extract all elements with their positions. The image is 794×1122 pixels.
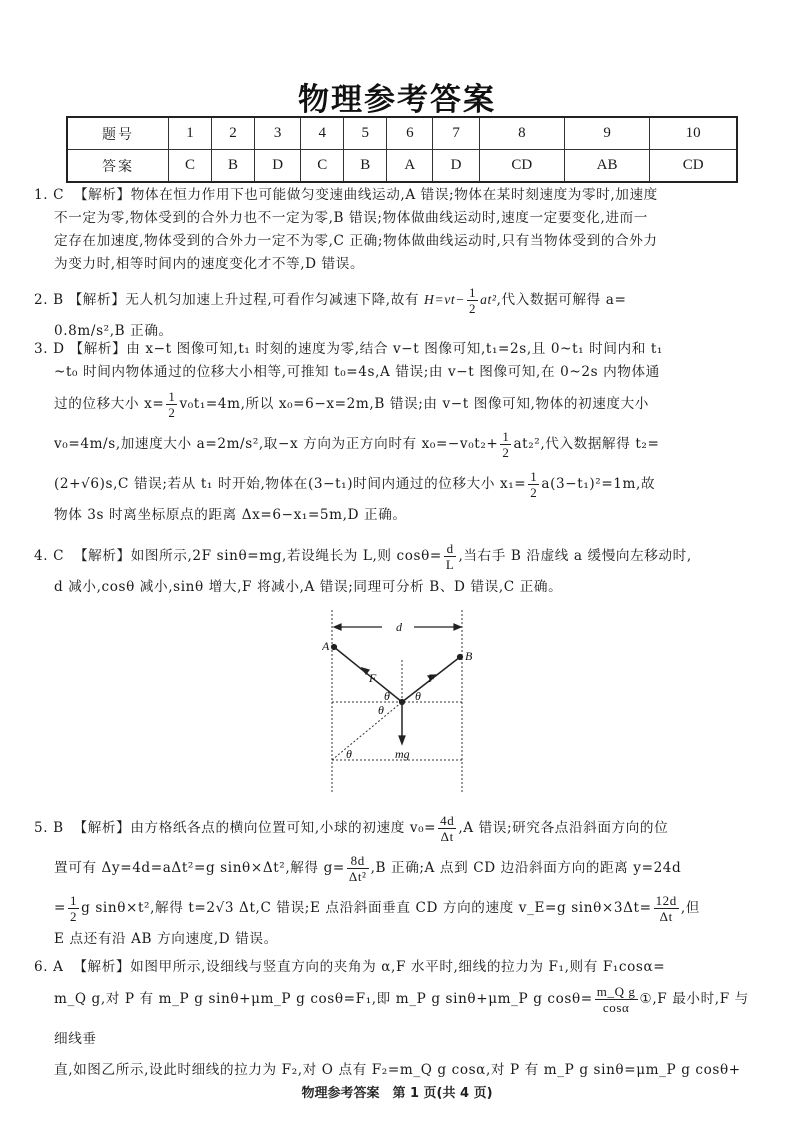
fraction xyxy=(68,893,79,924)
q3-text: (2+√6)s,C 错误;若从 t₁ 时开始,物体在(3−t₁)时间内通过的位移大小 x₁= xyxy=(54,476,527,492)
q1-line: 为变力时,相等时间内的速度变化才不等,D 错误。 xyxy=(54,256,365,272)
q3-text: v₀=4m/s,加速度大小 a=2m/s²,取−x 方向为正方向时有 x₀=−v₀t₂+ xyxy=(54,436,499,452)
q3-tag: 【解析】 xyxy=(69,341,127,357)
arrowhead xyxy=(334,624,341,630)
q3-text: 物体 3s 时离坐标原点的距离 Δx=6−x₁=5m,D 正确。 xyxy=(54,507,407,523)
page-title: 物理参考答案 xyxy=(298,82,496,118)
weight-arrowhead xyxy=(399,736,405,744)
q1-label: 1. C xyxy=(34,187,65,203)
q5-text: 由方格纸各点的横向位置可知,小球的初速度 v₀= xyxy=(130,820,437,836)
page-footer: 物理参考答案 第 1 页(共 4 页) xyxy=(301,1086,493,1101)
fraction xyxy=(595,984,638,1015)
fraction xyxy=(467,285,478,316)
row-header-answer: 答案 xyxy=(67,150,169,183)
fraction-denominator: Δt xyxy=(440,829,454,844)
answer-cell: C xyxy=(169,150,212,183)
q3-text: 由 x−t 图像可知,t₁ 时刻的速度为零,结合 v−t 图像可知,t₁=2s,且 0~t₁ 时间内和 t₁ xyxy=(126,341,663,357)
fraction-denominator: 2 xyxy=(469,301,477,316)
fraction-denominator: L xyxy=(445,557,455,572)
question-number: 4 xyxy=(301,117,344,150)
solution-q2 xyxy=(34,280,752,343)
label-f-right: F xyxy=(428,671,436,685)
answer-cell: B xyxy=(212,150,255,183)
answer-cell: D xyxy=(255,150,301,183)
answer-table-answer-row xyxy=(67,150,737,183)
force-diagram xyxy=(322,610,482,792)
label-theta: θ xyxy=(415,689,421,703)
q5-text: ,A 错误;研究各点沿斜面方向的位 xyxy=(458,820,669,836)
fraction-numerator: 1 xyxy=(502,429,510,444)
answer-cell: D xyxy=(433,150,479,183)
q6-text: 如图甲所示,设细线与竖直方向的夹角为 α,F 水平时,细线的拉力为 F₁,则有 F₁cosα= xyxy=(130,959,666,975)
fraction-numerator: 4d xyxy=(440,813,455,828)
answer-cell: CD xyxy=(650,150,737,183)
label-f-left: F xyxy=(369,671,377,685)
q2-formula: H=vt− xyxy=(424,292,466,307)
fraction-denominator: 2 xyxy=(502,445,510,460)
q5-text: 置可有 Δy=4d=aΔt²=g sinθ×Δt²,解得 g= xyxy=(54,860,345,876)
q1-line: 定存在加速度,物体受到的合外力一定不为零,C 正确;物体做曲线运动时,只有当物体受到的合外力 xyxy=(54,233,658,249)
label-mg: mg xyxy=(395,747,410,761)
q4-text: 如图所示,2F sinθ=mg,若设绳长为 L,则 cosθ= xyxy=(130,548,442,564)
label-theta: θ xyxy=(378,703,384,717)
q3-text: at₂²,代入数据解得 t₂= xyxy=(513,436,660,452)
q3-text: 过的位移大小 x= xyxy=(54,396,165,412)
q3-text: a(3−t₁)²=1m,故 xyxy=(541,476,656,492)
q5-text: ,B 正确;A 点到 CD 边沿斜面方向的距离 y=24d xyxy=(370,860,682,876)
solution-q5 xyxy=(34,808,752,951)
fraction xyxy=(528,469,539,500)
question-number: 9 xyxy=(564,117,649,150)
row-header-number: 题号 xyxy=(67,117,169,150)
question-number: 3 xyxy=(255,117,301,150)
q6-label: 6. A xyxy=(34,959,64,975)
answer-cell: B xyxy=(344,150,387,183)
fraction-numerator: 12d xyxy=(655,893,677,908)
fraction-numerator: d xyxy=(444,541,457,557)
q2-tag: 【解析】 xyxy=(68,292,126,308)
q1-tag: 【解析】 xyxy=(73,187,131,203)
fraction-denominator: 2 xyxy=(530,485,538,500)
q6-tag: 【解析】 xyxy=(73,959,131,975)
fraction xyxy=(347,853,369,884)
fraction xyxy=(500,429,511,460)
fraction-numerator: 1 xyxy=(70,893,78,908)
fraction-numerator: 1 xyxy=(168,389,176,404)
q5-text: E 点还有沿 AB 方向速度,D 错误。 xyxy=(54,931,278,947)
solution-q1 xyxy=(34,184,752,276)
q4-text: ,当右手 B 沿虚线 a 缓慢向左移动时, xyxy=(458,548,692,564)
answer-cell: A xyxy=(387,150,433,183)
rope-left xyxy=(334,647,402,702)
label-b: B xyxy=(465,649,473,663)
answer-cell: AB xyxy=(564,150,649,183)
q3-text: ~t₀ 时间内物体通过的位移大小相等,可推知 t₀=4s,A 错误;由 v−t 图像可知,在 0~2s 内物体通 xyxy=(54,364,660,380)
solution-q4 xyxy=(34,536,752,599)
fraction-denominator: cosα xyxy=(602,1000,630,1015)
point-b xyxy=(458,655,463,660)
fraction-denominator: Δt² xyxy=(348,869,367,884)
label-theta: θ xyxy=(346,747,352,761)
q2-text: 0.8m/s²,B 正确。 xyxy=(54,323,173,339)
q5-tag: 【解析】 xyxy=(73,820,131,836)
question-number: 1 xyxy=(169,117,212,150)
answer-cell: C xyxy=(301,150,344,183)
label-a: A xyxy=(322,639,330,653)
solution-q6 xyxy=(34,956,752,1082)
fraction xyxy=(166,389,177,420)
fraction xyxy=(444,541,457,572)
q5-text: = xyxy=(54,900,66,916)
question-number: 2 xyxy=(212,117,255,150)
q5-text: ,但 xyxy=(680,900,701,916)
question-number: 7 xyxy=(433,117,479,150)
q6-text: m_Q g,对 P 有 m_P g sinθ+μm_P g cosθ=F₁,即 m_P g sinθ+μm_P g cosθ= xyxy=(54,991,593,1007)
q5-label: 5. B xyxy=(34,820,64,836)
fraction-numerator: 8d xyxy=(347,853,369,869)
q2-formula: at² xyxy=(480,292,497,307)
extended-rope-line xyxy=(332,702,402,760)
question-number: 10 xyxy=(650,117,737,150)
fraction-denominator: 2 xyxy=(168,405,176,420)
fraction-numerator: 1 xyxy=(530,469,538,484)
q4-text: d 减小,cosθ 减小,sinθ 增大,F 将减小,A 错误;同理可分析 B、D 错误,C 正确。 xyxy=(54,579,563,595)
label-theta: θ xyxy=(384,689,390,703)
question-number: 8 xyxy=(479,117,564,150)
question-number: 5 xyxy=(344,117,387,150)
fraction-denominator: 2 xyxy=(70,909,78,924)
point-a xyxy=(332,645,337,650)
fraction-numerator: m_Q g xyxy=(596,984,636,999)
q1-line: 物体在恒力作用下也可能做匀变速曲线运动,A 错误;物体在某时刻速度为零时,加速度 xyxy=(130,187,658,203)
fraction-denominator: Δt xyxy=(659,909,673,924)
q2-text: 无人机匀加速上升过程,可看作匀减速下降,故有 xyxy=(125,292,425,308)
fraction-numerator: 1 xyxy=(469,285,477,300)
q2-label: 2. B xyxy=(34,292,64,308)
q6-text: ①,F 最小时,F 与细线垂 xyxy=(54,991,749,1047)
q1-line: 不一定为零,物体受到的合外力也不一定为零,B 错误;物体做曲线运动时,速度一定要变化,进而一 xyxy=(54,210,648,226)
answer-cell: CD xyxy=(479,150,564,183)
q3-label: 3. D xyxy=(34,341,65,357)
fraction xyxy=(654,893,679,924)
answer-table xyxy=(66,116,738,183)
q4-label: 4. C xyxy=(34,548,65,564)
answer-table-number-row xyxy=(67,117,737,150)
solution-q3 xyxy=(34,338,752,527)
question-number: 6 xyxy=(387,117,433,150)
arrowhead xyxy=(454,624,461,630)
q6-text: 直,如图乙所示,设此时细线的拉力为 F₂,对 O 点有 F₂=m_Q g cosα,对 P 有 m_P g sinθ=μm_P g cosθ+ xyxy=(54,1062,741,1078)
q4-tag: 【解析】 xyxy=(73,548,131,564)
q3-text: v₀t₁=4m,所以 x₀=6−x=2m,B 错误;由 v−t 图像可知,物体的初速度大小 xyxy=(179,396,650,412)
q5-text: g sinθ×t²,解得 t=2√3 Δt,C 错误;E 点沿斜面垂直 CD 方向的速度 v_E=g sinθ×3Δt= xyxy=(81,900,652,916)
fraction xyxy=(438,813,456,844)
label-d: d xyxy=(396,620,402,634)
q2-text: ,代入数据可解得 a= xyxy=(496,292,627,308)
